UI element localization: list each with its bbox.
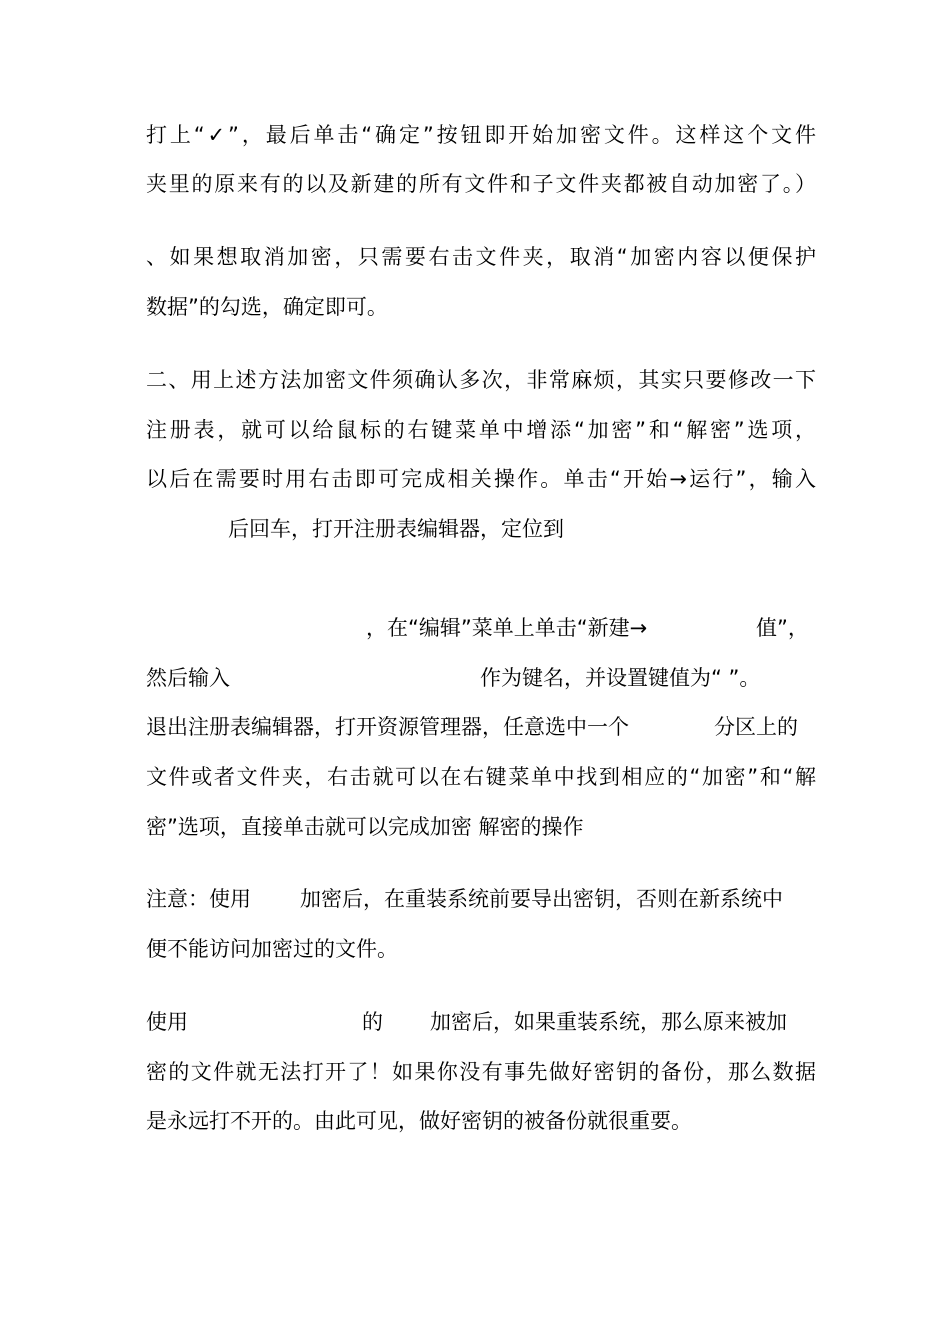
paragraph-4-line-1-text-a: 注意：使用 xyxy=(146,887,251,911)
paragraph-3-line-2: 注册表，就可以给鼠标的右键菜单中增添“加密”和“解密”选项， xyxy=(146,418,816,442)
paragraph-3-line-7 xyxy=(146,712,816,742)
paragraph-5-line-1-text-c: 加密后，如果重装系统，那么原来被加 xyxy=(430,1010,787,1034)
paragraph-4-line-2: 便不能访问加密过的文件。 xyxy=(146,937,398,961)
paragraph-3-line-9: 密”选项，直接单击就可以完成加密 解密的操作 xyxy=(146,815,584,839)
paragraph-3-line-1: 二、用上述方法加密文件须确认多次，非常麻烦，其实只要修改一下 xyxy=(146,368,816,392)
paragraph-3-line-6-text-b: 作为键名，并设置键值为“ ”。 xyxy=(480,666,761,690)
paragraph-5-line-1-text-b: 的 xyxy=(362,1010,383,1034)
paragraph-5-line-1-text-a: 使用 xyxy=(146,1010,188,1034)
paragraph-3-line-7-text-b: 分区上的 xyxy=(714,715,798,739)
paragraph-1-line-2: 夹里的原来有的以及新建的所有文件和子文件夹都被自动加密了。） xyxy=(146,172,816,196)
paragraph-3-line-7-text-a: 退出注册表编辑器，打开资源管理器，任意选中一个 xyxy=(146,715,629,739)
paragraph-3-line-5-text-b: 值”， xyxy=(756,616,809,640)
paragraph-3-line-3: 以后在需要时用右击即可完成相关操作。单击“开始→运行”，输入 xyxy=(146,467,816,491)
paragraph-2-line-1: 、如果想取消加密，只需要右击文件夹，取消“加密内容以便保护 xyxy=(146,245,816,269)
paragraph-3-line-8: 文件或者文件夹，右击就可以在右键菜单中找到相应的“加密”和“解 xyxy=(146,765,816,789)
paragraph-2-line-2: 数据”的勾选，确定即可。 xyxy=(146,295,388,319)
paragraph-5-line-1 xyxy=(146,1007,816,1037)
paragraph-3-line-5-text-a: ，在“编辑”菜单上单击“新建→ xyxy=(366,616,648,640)
paragraph-3-line-6-text-a: 然后输入 xyxy=(146,666,230,690)
paragraph-3-line-6 xyxy=(146,663,816,693)
paragraph-4-line-1 xyxy=(146,884,816,914)
paragraph-3-line-4-text: 后回车，打开注册表编辑器，定位到 xyxy=(228,517,564,541)
paragraph-5-line-3: 是永远打不开的。由此可见，做好密钥的被备份就很重要。 xyxy=(146,1109,692,1133)
paragraph-4-line-1-text-b: 加密后，在重装系统前要导出密钥，否则在新系统中 xyxy=(300,887,783,911)
paragraph-3-line-4 xyxy=(146,514,816,544)
paragraph-3-line-5 xyxy=(146,613,816,643)
paragraph-5-line-2: 密的文件就无法打开了！如果你没有事先做好密钥的备份，那么数据 xyxy=(146,1060,816,1084)
paragraph-1-line-1: 打上“✓”，最后单击“确定”按钮即开始加密文件。这样这个文件 xyxy=(146,123,816,147)
